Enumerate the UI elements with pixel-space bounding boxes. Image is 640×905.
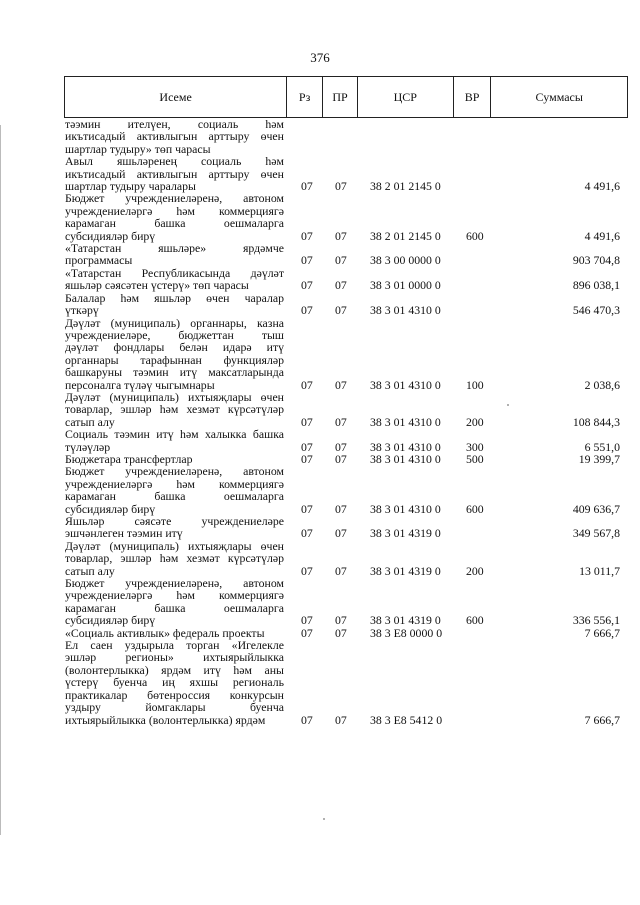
cell-sum: 2 038,6 (584, 377, 620, 392)
row-name (65, 515, 284, 540)
cell-csr: 38 2 01 2145 0 (370, 228, 441, 243)
cell-sum: 409 636,7 (572, 501, 620, 516)
table-row (65, 428, 635, 453)
row-name-line: Бюджетара трансфертлар (65, 451, 193, 466)
cell-sum: 7 666,7 (584, 625, 620, 640)
row-name-line: эшләр регионы» ихтыярыйлыкка (65, 650, 284, 665)
column-header-csr: ЦСР (358, 77, 454, 117)
cell-sum: 19 399,7 (578, 451, 620, 466)
column-header-rz: Рз (287, 77, 323, 117)
row-name (65, 118, 284, 155)
row-name-line: Балалар һәм яшьләр өчен чаралар (65, 290, 284, 305)
row-name-line: эшчәнлеген тәэмин итү (65, 526, 183, 541)
row-name-line: учреждениеләргә һәм коммерциягә (65, 203, 284, 218)
row-name-line: карамаган башка оешмаларга (65, 600, 284, 615)
row-name-line: учреждениеләре, бюджеттан тыш (65, 327, 284, 342)
cell-pr: 07 (335, 526, 347, 541)
table-row (65, 155, 635, 192)
table-row (65, 292, 635, 317)
cell-rz: 07 (301, 278, 313, 293)
table-row (65, 465, 635, 515)
row-name (65, 292, 284, 317)
cell-pr: 07 (335, 414, 347, 429)
row-name (65, 577, 284, 627)
row-name-line: Социаль тәэмин итү һәм халыкка башка (65, 427, 284, 442)
cell-csr: 38 3 E8 0000 0 (370, 625, 443, 640)
cell-vr: 600 (466, 613, 484, 628)
column-header-pr: ПР (323, 77, 358, 117)
row-name-line: Яшьләр сәясәте учреждениеләре (65, 514, 284, 528)
cell-sum: 4 491,6 (584, 179, 620, 194)
row-name-line: икътисадый активлыгын арттыру өчен (65, 166, 284, 181)
table-row (65, 515, 635, 540)
row-name (65, 267, 284, 292)
row-name-line: товарлар, эшләр һәм хезмәт күрсәтүләр (65, 402, 284, 417)
cell-csr: 38 3 01 4310 0 (370, 439, 441, 454)
row-name (65, 242, 284, 267)
cell-sum: 7 666,7 (584, 712, 620, 727)
row-name-line: үткәрү (65, 303, 99, 318)
cell-pr: 07 (335, 179, 347, 194)
row-name-line: учреждениеләргә һәм коммерциягә (65, 588, 284, 603)
row-name-line: Авыл яшьләренең социаль һәм (65, 154, 284, 169)
cell-csr: 38 3 01 0000 0 (370, 278, 441, 293)
cell-pr: 07 (335, 712, 347, 727)
cell-vr: 600 (466, 501, 484, 516)
cell-csr: 38 3 01 4310 0 (370, 501, 441, 516)
row-name-line: «Татарстан Республикасында дәүләт (65, 265, 284, 280)
table-row (65, 317, 635, 391)
table-row (65, 267, 635, 292)
row-name-line: карамаган башка оешмаларга (65, 216, 284, 231)
cell-rz: 07 (301, 526, 313, 541)
cell-rz: 07 (301, 179, 313, 194)
cell-sum: 896 038,1 (572, 278, 620, 293)
cell-sum: 546 470,3 (572, 303, 620, 318)
row-name-line: субсидияләр бирү (65, 228, 156, 243)
cell-pr: 07 (335, 439, 347, 454)
row-name-line: дәүләт фондлары белән идарә итү (65, 340, 284, 355)
row-name-line: Бюджет учреждениеләренә, автоном (65, 464, 284, 479)
row-name-line: башкаруны тәэмин итү максатларында (65, 365, 284, 380)
row-name-line: субсидияләр бирү (65, 501, 156, 516)
row-name-line: органнары тарафыннан функцияләр (65, 352, 284, 367)
table-row (65, 577, 635, 627)
row-name (65, 428, 284, 453)
row-name (65, 391, 284, 428)
cell-rz: 07 (301, 625, 313, 640)
cell-sum: 6 551,0 (584, 439, 620, 454)
cell-csr: 38 3 01 4319 0 (370, 613, 441, 628)
cell-pr: 07 (335, 228, 347, 243)
table-body (65, 118, 635, 726)
row-name-line: товарлар, эшләр һәм хезмәт күрсәтүләр (65, 551, 284, 566)
table-header (64, 76, 628, 118)
page-number: 376 (310, 50, 330, 65)
row-name (65, 540, 284, 577)
row-name-line: үстерү буенча иң яхшы региональ (65, 675, 284, 690)
cell-rz: 07 (301, 563, 313, 578)
cell-pr: 07 (335, 501, 347, 516)
row-name-line: программасы (65, 253, 133, 268)
cell-pr: 07 (335, 377, 347, 392)
cell-sum: 349 567,8 (572, 526, 620, 541)
row-name-line: «Социаль активлык» федераль проекты (65, 625, 265, 640)
cell-csr: 38 3 E8 5412 0 (370, 712, 443, 727)
row-name-line: Дәүләт (муниципаль) ихтыяҗлары өчен (65, 538, 284, 553)
cell-rz: 07 (301, 414, 313, 429)
row-name-line: Бюджет учреждениеләренә, автоном (65, 191, 284, 206)
row-name-line: икътисадый активлыгын арттыру өчен (65, 129, 284, 144)
row-name-line: түләүләр (65, 439, 111, 454)
cell-csr: 38 3 01 4310 0 (370, 377, 441, 392)
row-name-line: (волонтерлыкка) ярдәм итү һәм аны (65, 662, 284, 677)
row-name-line: сатып алу (65, 563, 115, 578)
cell-pr: 07 (335, 303, 347, 318)
cell-sum: 4 491,6 (584, 228, 620, 243)
scan-edge (0, 125, 1, 835)
row-name-line: уздыру йомгаклары буенча (65, 700, 284, 715)
cell-rz: 07 (301, 712, 313, 727)
row-name-line: яшьләр сәясәтен үстерү» төп чарасы (65, 278, 249, 293)
row-name-line: практикалар бөтенроссия конкурсын (65, 687, 284, 702)
row-name-line: «Татарстан яшьләре» ярдәмче (65, 241, 284, 256)
row-name-line: ихтыярыйлыкка (волонтерлыкка) ярдәм (65, 712, 266, 727)
cell-csr: 38 3 01 4310 0 (370, 414, 441, 429)
cell-vr: 300 (466, 439, 484, 454)
column-header-sum: Суммасы (535, 89, 583, 104)
cell-vr: 100 (466, 377, 484, 392)
table-row (65, 242, 635, 267)
cell-vr: 500 (466, 451, 484, 466)
row-name-line: шартлар тудыру» төп чарасы (65, 141, 211, 156)
row-name-line: Дәүләт (муниципаль) ихтыяҗлары өчен (65, 389, 284, 404)
cell-sum: 108 844,3 (572, 414, 620, 429)
cell-vr: 600 (466, 228, 484, 243)
cell-csr: 38 3 00 0000 0 (370, 253, 441, 268)
row-name (65, 192, 284, 242)
row-name-line: карамаган башка оешмаларга (65, 489, 284, 504)
row-name-line: сатып алу (65, 414, 115, 429)
cell-sum: 903 704,8 (572, 253, 620, 268)
row-name (65, 465, 284, 515)
table-row (65, 192, 635, 242)
cell-pr: 07 (335, 253, 347, 268)
cell-rz: 07 (301, 377, 313, 392)
cell-pr: 07 (335, 563, 347, 578)
row-name-line: Дәүләт (муниципаль) органнары, казна (65, 315, 284, 330)
cell-pr: 07 (335, 613, 347, 628)
row-name-line: учреждениеләргә һәм коммерциягә (65, 476, 284, 491)
table-row (65, 639, 635, 726)
cell-csr: 38 2 01 2145 0 (370, 179, 441, 194)
cell-csr: 38 3 01 4310 0 (370, 451, 441, 466)
table-row (65, 391, 635, 428)
cell-pr: 07 (335, 451, 347, 466)
cell-rz: 07 (301, 253, 313, 268)
cell-rz: 07 (301, 303, 313, 318)
table-row (65, 540, 635, 577)
cell-csr: 38 3 01 4310 0 (370, 303, 441, 318)
table-row (65, 118, 635, 155)
row-name-line: шартлар тудыру чаралары (65, 179, 196, 194)
column-header-name: Исеме (65, 77, 287, 117)
row-name-line: субсидияләр бирү (65, 613, 156, 628)
row-name (65, 639, 284, 726)
row-name (65, 155, 284, 192)
scan-speck (323, 818, 325, 820)
row-name-line: Ел саен уздырыла торган «Игелекле (65, 638, 284, 653)
row-name (65, 317, 284, 391)
cell-pr: 07 (335, 625, 347, 640)
cell-vr: 200 (466, 563, 484, 578)
cell-rz: 07 (301, 439, 313, 454)
cell-sum: 336 556,1 (572, 613, 620, 628)
row-name-line: Бюджет учреждениеләренә, автоном (65, 576, 284, 591)
column-header-vr: ВР (454, 77, 492, 117)
cell-rz: 07 (301, 228, 313, 243)
row-name-line: тәэмин ителүен, социаль һәм (65, 117, 284, 131)
cell-vr: 200 (466, 414, 484, 429)
cell-rz: 07 (301, 451, 313, 466)
cell-csr: 38 3 01 4319 0 (370, 526, 441, 541)
cell-csr: 38 3 01 4319 0 (370, 563, 441, 578)
cell-pr: 07 (335, 278, 347, 293)
scan-speck (507, 404, 509, 406)
cell-sum: 13 011,7 (579, 563, 620, 578)
cell-rz: 07 (301, 613, 313, 628)
row-name-line: персоналга түләү чыгымнары (65, 377, 215, 392)
cell-rz: 07 (301, 501, 313, 516)
